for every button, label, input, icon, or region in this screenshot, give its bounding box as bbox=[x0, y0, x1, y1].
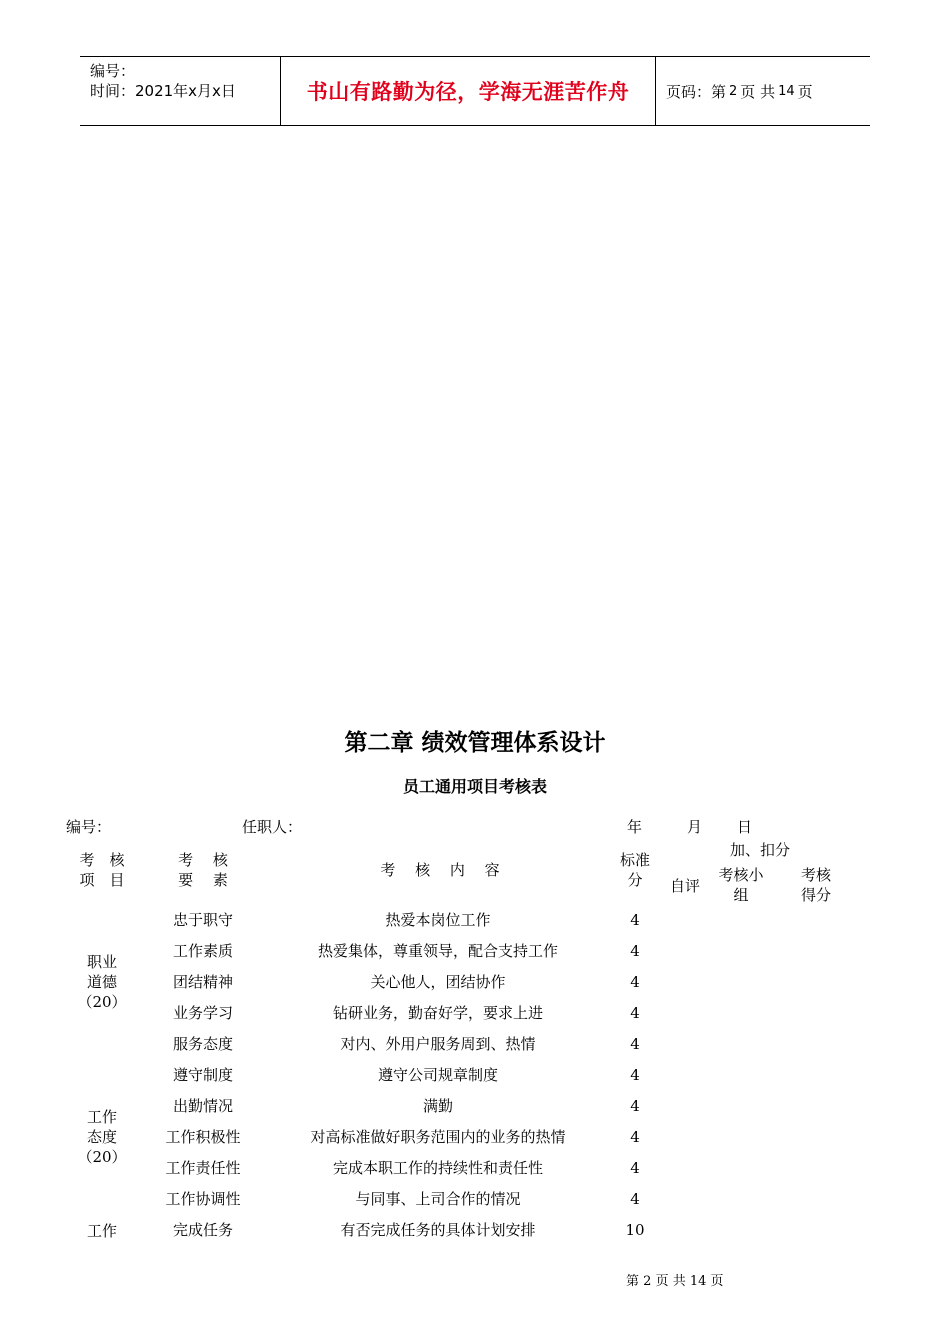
row-score: 10 bbox=[625, 1221, 645, 1239]
header-page-info bbox=[656, 57, 870, 125]
col-adjust-header: 加、扣分 bbox=[729, 841, 790, 859]
row-element: 业务学习 bbox=[172, 1004, 233, 1022]
footer-suffix: 页 bbox=[710, 1274, 724, 1289]
category-professional-ethics bbox=[72, 952, 132, 1012]
row-content: 与同事、上司合作的情况 bbox=[355, 1190, 521, 1208]
row-score: 4 bbox=[630, 973, 640, 991]
row-element: 工作责任性 bbox=[165, 1159, 241, 1177]
row-content: 关心他人，团结协作 bbox=[370, 973, 506, 991]
page-header bbox=[80, 56, 870, 126]
row-element: 服务态度 bbox=[172, 1035, 233, 1053]
row-score: 4 bbox=[630, 1004, 640, 1022]
chapter-title: 第二章 绩效管理体系设计 bbox=[344, 730, 606, 756]
col-group-line2: 组 bbox=[733, 886, 749, 904]
row-element: 工作积极性 bbox=[165, 1128, 241, 1146]
row-content: 热爱集体，尊重领导，配合支持工作 bbox=[317, 942, 558, 960]
header-page-prefix: 页码：第 bbox=[666, 82, 727, 101]
header-time: 时间：2021年x月x日 bbox=[90, 82, 236, 100]
header-page-num: 2 bbox=[729, 83, 738, 99]
footer-prefix: 第 bbox=[626, 1274, 640, 1289]
row-element: 完成任务 bbox=[172, 1221, 233, 1239]
col-element-line2: 要 素 bbox=[178, 871, 228, 889]
row-score: 4 bbox=[630, 1097, 640, 1115]
footer-page: 2 bbox=[643, 1274, 652, 1289]
row-score: 4 bbox=[630, 1066, 640, 1084]
col-group-line1: 考核小 bbox=[718, 866, 764, 884]
row-content: 完成本职工作的持续性和责任性 bbox=[332, 1159, 543, 1177]
col-self-eval-header: 自评 bbox=[669, 877, 700, 895]
header-page-suffix: 页 bbox=[797, 82, 813, 101]
row-score: 4 bbox=[630, 1159, 640, 1177]
category-line: 态度 bbox=[86, 1128, 117, 1146]
row-content: 热爱本岗位工作 bbox=[385, 911, 491, 929]
category-line: （20） bbox=[77, 993, 127, 1011]
header-code: 编号： bbox=[90, 62, 136, 80]
col-score-line1: 标准 bbox=[619, 851, 650, 869]
col-final-header bbox=[790, 865, 842, 905]
form-employee-label: 任职人： bbox=[242, 818, 303, 836]
row-score: 4 bbox=[630, 942, 640, 960]
col-element-header bbox=[160, 850, 246, 890]
row-content: 遵守公司规章制度 bbox=[377, 1066, 498, 1084]
page-footer bbox=[626, 1270, 724, 1289]
row-element: 工作素质 bbox=[172, 942, 233, 960]
footer-mid: 页 共 bbox=[655, 1274, 686, 1289]
row-content: 对内、外用户服务周到、热情 bbox=[340, 1035, 536, 1053]
row-score: 4 bbox=[630, 1035, 640, 1053]
row-element: 忠于职守 bbox=[172, 911, 233, 929]
category-line: 道德 bbox=[86, 973, 117, 991]
col-content-header: 考 核 内 容 bbox=[380, 861, 500, 879]
form-day: 日 bbox=[737, 818, 753, 836]
col-item-header bbox=[62, 850, 142, 890]
header-page-total: 14 bbox=[778, 83, 795, 99]
row-content: 钻研业务，勤奋好学，要求上进 bbox=[332, 1004, 543, 1022]
col-score-line2: 分 bbox=[627, 871, 643, 889]
row-content: 满勤 bbox=[422, 1097, 453, 1115]
row-element: 出勤情况 bbox=[172, 1097, 233, 1115]
form-month: 月 bbox=[687, 818, 703, 836]
row-content: 对高标准做好职务范围内的业务的热情 bbox=[310, 1128, 566, 1146]
row-score: 4 bbox=[630, 911, 640, 929]
category-line: 工作 bbox=[86, 1222, 117, 1240]
row-score: 4 bbox=[630, 1128, 640, 1146]
col-final-line1: 考核 bbox=[800, 866, 831, 884]
footer-total: 14 bbox=[689, 1274, 707, 1289]
category-line: （20） bbox=[77, 1148, 127, 1166]
table-title: 员工通用项目考核表 bbox=[402, 777, 547, 796]
row-content: 有否完成任务的具体计划安排 bbox=[340, 1221, 536, 1239]
row-element: 遵守制度 bbox=[172, 1066, 233, 1084]
header-page-mid: 页 共 bbox=[740, 82, 776, 101]
category-work bbox=[72, 1221, 132, 1241]
col-score-header bbox=[610, 850, 660, 890]
category-line: 工作 bbox=[86, 1108, 117, 1126]
category-line: 职业 bbox=[86, 953, 117, 971]
row-element: 工作协调性 bbox=[165, 1190, 241, 1208]
category-work-attitude bbox=[72, 1107, 132, 1167]
row-element: 团结精神 bbox=[172, 973, 233, 991]
col-group-header bbox=[710, 865, 772, 905]
col-item-line2: 项 目 bbox=[79, 871, 125, 889]
form-code-label: 编号： bbox=[66, 818, 112, 836]
col-element-line1: 考 核 bbox=[178, 851, 228, 869]
header-motto: 书山有路勤为径，学海无涯苦作舟 bbox=[280, 57, 656, 125]
row-score: 4 bbox=[630, 1190, 640, 1208]
form-year: 年 bbox=[627, 818, 643, 836]
header-meta bbox=[80, 57, 280, 125]
col-final-line2: 得分 bbox=[800, 886, 831, 904]
col-item-line1: 考 核 bbox=[79, 851, 125, 869]
